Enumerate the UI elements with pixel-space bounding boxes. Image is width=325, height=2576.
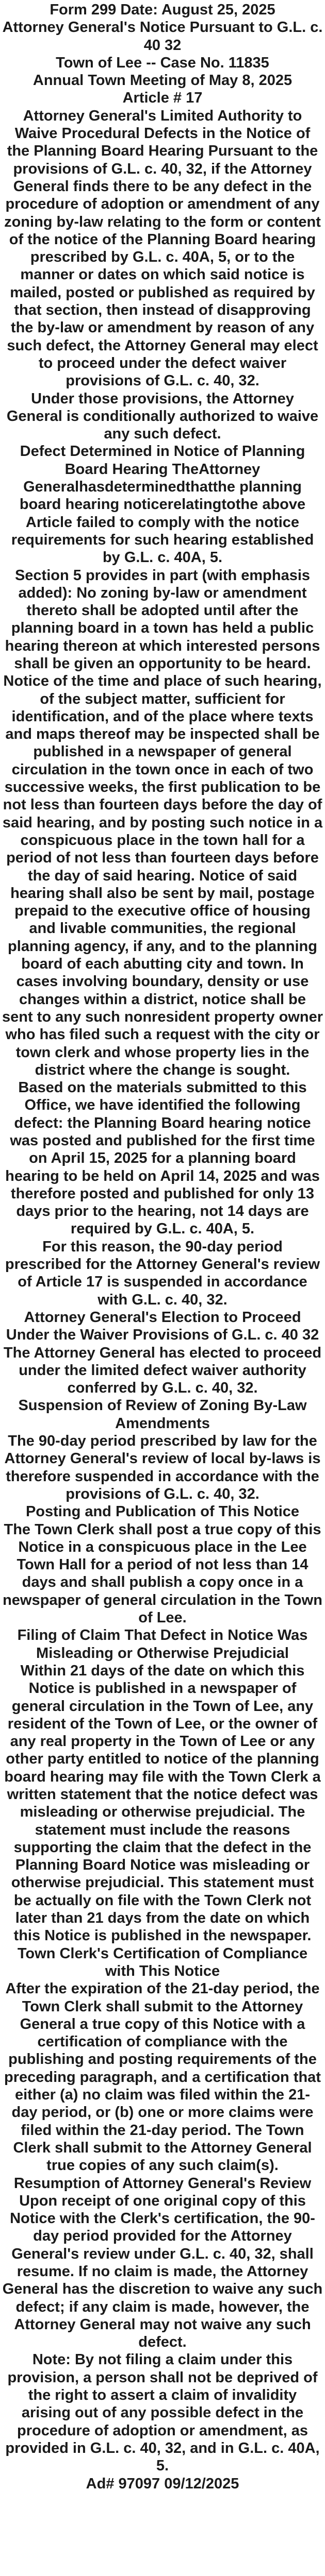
notice-body: Form 299 Date: August 25, 2025 Attorney General's Notice Pursuant to G.L. c. 40 32 Town of Lee -- Case No. 11835 Annual Town Meeting of May 8, 2025 Article # 17 Attorney General's Limited Authority to Waive Procedural Defects in the Notice of the Planning Board Hearing Pursuant to the provisions of G.L. c. 40, 32, if the Attorney General finds there to be any defect in the procedure of adoption or amendment of any zoning by-law relating to the form or content of the notice of the Planning Board hearing prescribed by G.L. c. 40A, 5, or to the manner or dates on which said notice is mailed, posted or published as required by that section, then instead of disapproving the by-law or amendment by reason of any such defect, the Attorney General may elect to proceed under the defect waiver provisions of G.L. c. 40, 32. Under those provisions, the Attorney General is conditionally authorized to waive any such defect. Defect Determined in Notice of Planning Board Hearing TheAttorney Generalhasdeterminedthatthe planning board hearing noticerelatingtothe above Article failed to comply with the notice requirements for such hearing established by G.L. c. 40A, 5. Section 5 provides in part (with emphasis added): No zoning by-law or amendment thereto shall be adopted until after the planning board in a town has held a public hearing thereon at which interested persons shall be given an opportunity to be heard. Notice of the time and place of such hearing, of the subject matter, sufficient for identification, and of the place where texts and maps thereof may be inspected shall be published in a newspaper of general circulation in the town once in each of two successive weeks, the first publication to be not less than fourteen days before the day of said hearing, and by posting such notice in a conspicuous place in the town hall for a period of not less than fourteen days before the day of said hearing. Notice of said hearing shall also be sent by mail, postage prepaid to the executive office of housing and livable communities, the regional planning agency, if any, and to the planning board of each abutting city and town. In cases involving boundary, density or use changes within a district, notice shall be sent to any such nonresident property owner who has filed such a request with the city or town clerk and whose property lies in the district where the change is sought. Based on the materials submitted to this Office, we have identified the following defect: the Planning Board hearing notice was posted and published for the first time on April 15, 2025 for a planning board hearing to be held on April 14, 2025 and was therefore posted and published for only 13 days prior to the hearing, not 14 days are required by G.L. c. 40A, 5. For this reason, the 90-day period prescribed for the Attorney General's review of Article 17 is suspended in accordance with G.L. c. 40, 32. Attorney General's Election to Proceed Under the Waiver Provisions of G.L. c. 40 32 The Attorney General has elected to proceed under the limited defect waiver authority conferred by G.L. c. 40, 32. Suspension of Review of Zoning By-Law Amendments The 90-day period prescribed by law for the Attorney General's review of local by-laws is therefore suspended in accordance with the provisions of G.L. c. 40, 32. Posting and Publication of This Notice The Town Clerk shall post a true copy of this Notice in a conspicuous place in the Lee Town Hall for a period of not less than 14 days and shall publish a copy once in a newspaper of general circulation in the Town of Lee. Filing of Claim That Defect in Notice Was Misleading or Otherwise Prejudicial Within 21 days of the date on which this Notice is published in a newspaper of general circulation in the Town of Lee, any resident of the Town of Lee, or the owner of any real property in the Town of Lee or any other party entitled to notice of the planning board hearing may file with the Town Clerk a written statement that the notice defect was misleading or otherwise prejudicial. The statement must include the reasons supporting the claim that the defect in the Planning Board Notice was misleading or otherwise prejudicial. This statement must be actually on file with the Town Clerk not later than 21 days from the date on which this Notice is published in the newspaper. Town Clerk's Certification of Compliance with This Notice After the expiration of the 21-day period, the Town Clerk shall submit to the Attorney General a true copy of this Notice with a certification of compliance with the publishing and posting requirements of the preceding paragraph, and a certification that either (a) no claim was filed within the 21-day period, or (b) one or more claims were filed within the 21-day period. The Town Clerk shall submit to the Attorney General true copies of any such claim(s). Resumption of Attorney General's Review Upon receipt of one original copy of this Notice with the Clerk's certification, the 90-day period provided for the Attorney General's review under G.L. c. 40, 32, shall resume. If no claim is made, the Attorney General has the discretion to waive any such defect; if any claim is made, however, the Attorney General may not waive any such defect. Note: By not filing a claim under this provision, a person shall not be deprived of the right to assert a claim of invalidity arising out of any possible defect in the procedure of adoption or amendment, as provided in G.L. c. 40, 32, and in G.L. c. 40A, 5. Ad# 97097 09/12/2025 xyxy=(2,2,323,2492)
